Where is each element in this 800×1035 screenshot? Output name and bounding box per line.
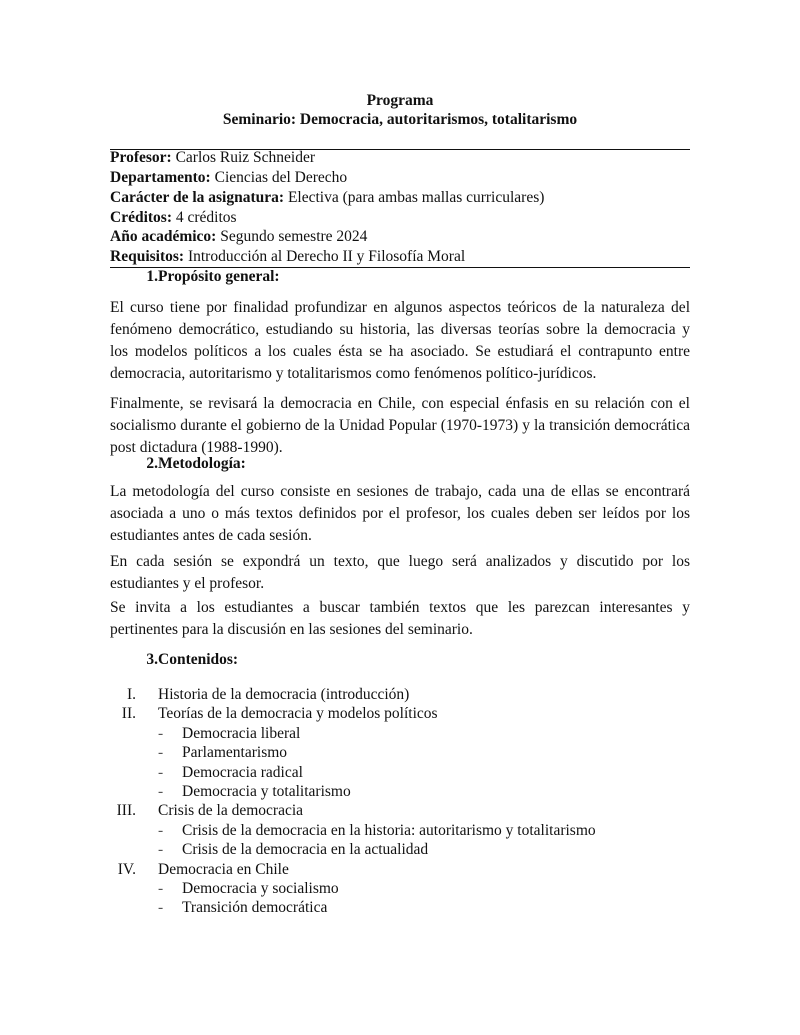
info-label: Carácter de la asignatura:	[110, 189, 285, 206]
section-number: 3.	[146, 651, 158, 668]
paragraph-line: Finalmente, se revisará la democracia en Chile, con especial énfasis en su relación con el	[110, 395, 690, 412]
info-label: Año académico:	[110, 228, 217, 245]
info-value: Electiva (para ambas mallas curriculares)	[287, 189, 545, 206]
contents-item-text: Historia de la democracia (introducción)	[158, 686, 410, 703]
paragraph-line: estudiantes y el profesor.	[110, 575, 265, 592]
paragraph-line: estudiantes antes de cada sesión.	[110, 527, 312, 544]
info-row	[110, 227, 367, 247]
dash-bullet: -	[158, 763, 164, 781]
info-row	[110, 247, 465, 267]
contents-subitem-text: Democracia radical	[182, 763, 303, 781]
document-subtitle: Seminario: Democracia, autoritarismos, totalitarismo	[222, 111, 578, 128]
info-row	[110, 168, 347, 188]
paragraph-line: La metodología del curso consiste en sesiones de trabajo, cada una de ellas se encontrará	[110, 483, 690, 500]
section-heading	[110, 454, 690, 474]
info-value: 4 créditos	[175, 209, 237, 226]
info-value: Segundo semestre 2024	[220, 228, 368, 245]
dash-bullet: -	[158, 899, 164, 917]
info-value: Introducción al Derecho II y Filosofía Moral	[187, 248, 466, 265]
contents-subitem-text: Crisis de la democracia en la actualidad	[182, 841, 429, 859]
paragraph-line: post dictadura (1988-1990).	[110, 439, 283, 456]
paragraph	[110, 597, 690, 641]
roman-numeral: I.	[126, 686, 136, 703]
contents-item-text: Crisis de la democracia	[158, 802, 304, 820]
section-title: Propósito general:	[158, 268, 280, 285]
section-number: 1.	[146, 268, 158, 285]
dash-bullet: -	[158, 744, 164, 762]
info-label: Requisitos:	[110, 248, 185, 265]
info-label: Créditos:	[110, 209, 172, 226]
paragraph-line: Se invita a los estudiantes a buscar también textos que les parezcan interesantes y	[110, 599, 690, 616]
paragraph	[110, 481, 690, 547]
info-value: Carlos Ruiz Schneider	[175, 149, 316, 166]
document-title: Programa	[366, 92, 434, 109]
paragraph-line: En cada sesión se expondrá un texto, que luego será analizados y discutido por los	[110, 553, 690, 570]
roman-numeral: III.	[116, 802, 136, 820]
contents-subitem-text: Crisis de la democracia en la historia: autoritarismo y totalitarismo	[182, 821, 596, 839]
contents-subitem-text: Transición democrática	[182, 899, 328, 917]
section-title: Metodología:	[158, 455, 246, 472]
dash-bullet: -	[158, 724, 164, 742]
info-label: Profesor:	[110, 149, 172, 166]
paragraph-line: El curso tiene por finalidad profundizar en algunos aspectos teóricos de la naturaleza del	[110, 299, 690, 316]
contents-item-text: Teorías de la democracia y modelos políticos	[158, 705, 438, 723]
paragraph-line: asociada a uno o más textos definidos por el profesor, los cuales deben ser leídos por los	[110, 505, 690, 522]
contents-item-text: Democracia en Chile	[158, 860, 289, 878]
roman-numeral: IV.	[117, 860, 136, 878]
paragraph-line: democracia, autoritarismo y totalitarismos como fenómenos político-jurídicos.	[110, 365, 597, 382]
info-row	[110, 188, 544, 208]
section-heading	[110, 650, 690, 670]
dash-bullet: -	[158, 841, 164, 859]
contents-subitem-text: Democracia liberal	[182, 724, 301, 742]
dash-bullet: -	[158, 821, 164, 839]
dash-bullet: -	[158, 880, 164, 897]
paragraph-line: los modelos políticos a los cuales ésta se ha asociado. Se estudiará el contrapunto entre	[110, 343, 690, 360]
paragraph	[110, 297, 690, 385]
paragraph-line: fenómeno democrático, estudiando su historia, las diversas teorías sobre la democracia y	[110, 321, 690, 338]
contents-subitem-text: Democracia y socialismo	[182, 880, 339, 897]
info-label: Departamento:	[110, 169, 211, 186]
section-number: 2.	[146, 455, 158, 472]
contents-subitem-text: Parlamentarismo	[182, 744, 288, 762]
dash-bullet: -	[158, 783, 164, 800]
info-value: Ciencias del Derecho	[214, 169, 348, 186]
info-row	[110, 148, 315, 168]
paragraph	[110, 551, 690, 595]
section-heading	[110, 267, 690, 287]
info-row	[110, 208, 237, 228]
paragraph-line: socialismo durante el gobierno de la Unidad Popular (1970-1973) y la transición democrática	[110, 417, 690, 434]
contents-subitem-text: Democracia y totalitarismo	[182, 783, 351, 800]
paragraph-line: pertinentes para la discusión en las sesiones del seminario.	[110, 621, 473, 638]
paragraph	[110, 393, 690, 459]
section-title: Contenidos:	[158, 651, 239, 668]
roman-numeral: II.	[121, 705, 136, 723]
